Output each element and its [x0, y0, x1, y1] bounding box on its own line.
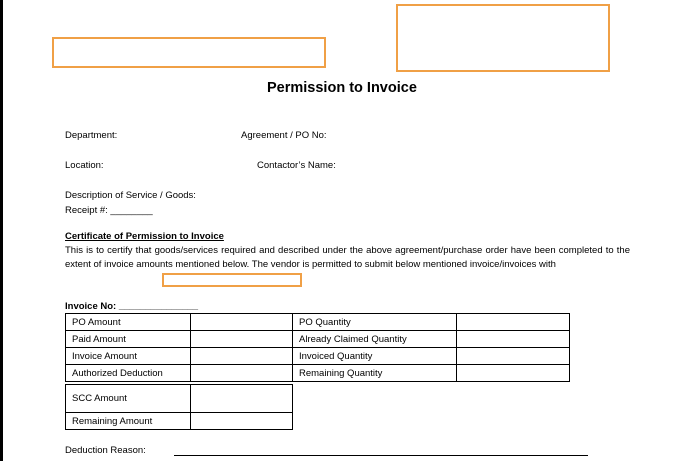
quantity-label: Already Claimed Quantity	[293, 331, 457, 348]
quantity-label: PO Quantity	[293, 314, 457, 331]
description-label: Description of Service / Goods:	[65, 190, 196, 201]
table-row	[66, 331, 570, 348]
quantity-value-cell[interactable]	[457, 348, 570, 365]
receipt-blank: ________	[110, 205, 153, 216]
amount-label: Paid Amount	[66, 331, 191, 348]
logo-placeholder-left	[52, 37, 326, 68]
quantity-value-cell[interactable]	[457, 331, 570, 348]
page-left-edge	[0, 0, 3, 461]
amount-value-cell[interactable]	[191, 348, 293, 365]
certificate-line-2: completed to the extent of invoice amounts mentioned below. The vendor is permitted to submit below mentioned	[65, 245, 630, 270]
certificate-body	[65, 244, 630, 271]
receipt-label: Receipt #:	[65, 205, 108, 216]
logo-placeholder-right	[396, 4, 610, 72]
amount-label: Invoice Amount	[66, 348, 191, 365]
certificate-heading: Certificate of Permission to Invoice	[65, 231, 224, 242]
location-label: Location:	[65, 160, 104, 171]
invoice-no-label: Invoice No:	[65, 301, 117, 312]
agreement-po-label: Agreement / PO No:	[241, 130, 327, 141]
invoice-no-row	[65, 301, 198, 312]
quantity-label: Invoiced Quantity	[293, 348, 457, 365]
table-row	[66, 413, 293, 430]
page-title: Permission to Invoice	[267, 80, 417, 96]
contractor-name-label: Contactor’s Name:	[257, 160, 336, 171]
department-label: Department:	[65, 130, 118, 141]
amount-label: Authorized Deduction	[66, 365, 191, 382]
quantity-label: Remaining Quantity	[293, 365, 457, 382]
invoice-no-blank: _______________	[118, 301, 199, 312]
vendor-name-placeholder	[162, 273, 302, 287]
quantity-value-cell[interactable]	[457, 314, 570, 331]
receipt-row	[65, 205, 153, 216]
amount-label: Remaining Amount	[66, 413, 191, 430]
invoice-amount-table-lower	[65, 384, 293, 430]
certificate-line-1: This is to certify that goods/services required and described under the above agreement/purchase order have been	[65, 245, 556, 256]
quantity-value-cell[interactable]	[457, 365, 570, 382]
amount-value-cell[interactable]	[191, 385, 293, 413]
deduction-reason-label: Deduction Reason:	[65, 445, 146, 456]
table-row	[66, 385, 293, 413]
amount-value-cell[interactable]	[191, 314, 293, 331]
amount-value-cell[interactable]	[191, 413, 293, 430]
table-row	[66, 365, 570, 382]
amount-label: SCC Amount	[66, 385, 191, 413]
invoice-amount-table	[65, 313, 570, 382]
deduction-reason-line[interactable]	[174, 455, 588, 456]
amount-value-cell[interactable]	[191, 365, 293, 382]
amount-value-cell[interactable]	[191, 331, 293, 348]
table-row	[66, 314, 570, 331]
certificate-line-3: invoice/invoices with	[469, 258, 556, 270]
table-row	[66, 348, 570, 365]
amount-label: PO Amount	[66, 314, 191, 331]
